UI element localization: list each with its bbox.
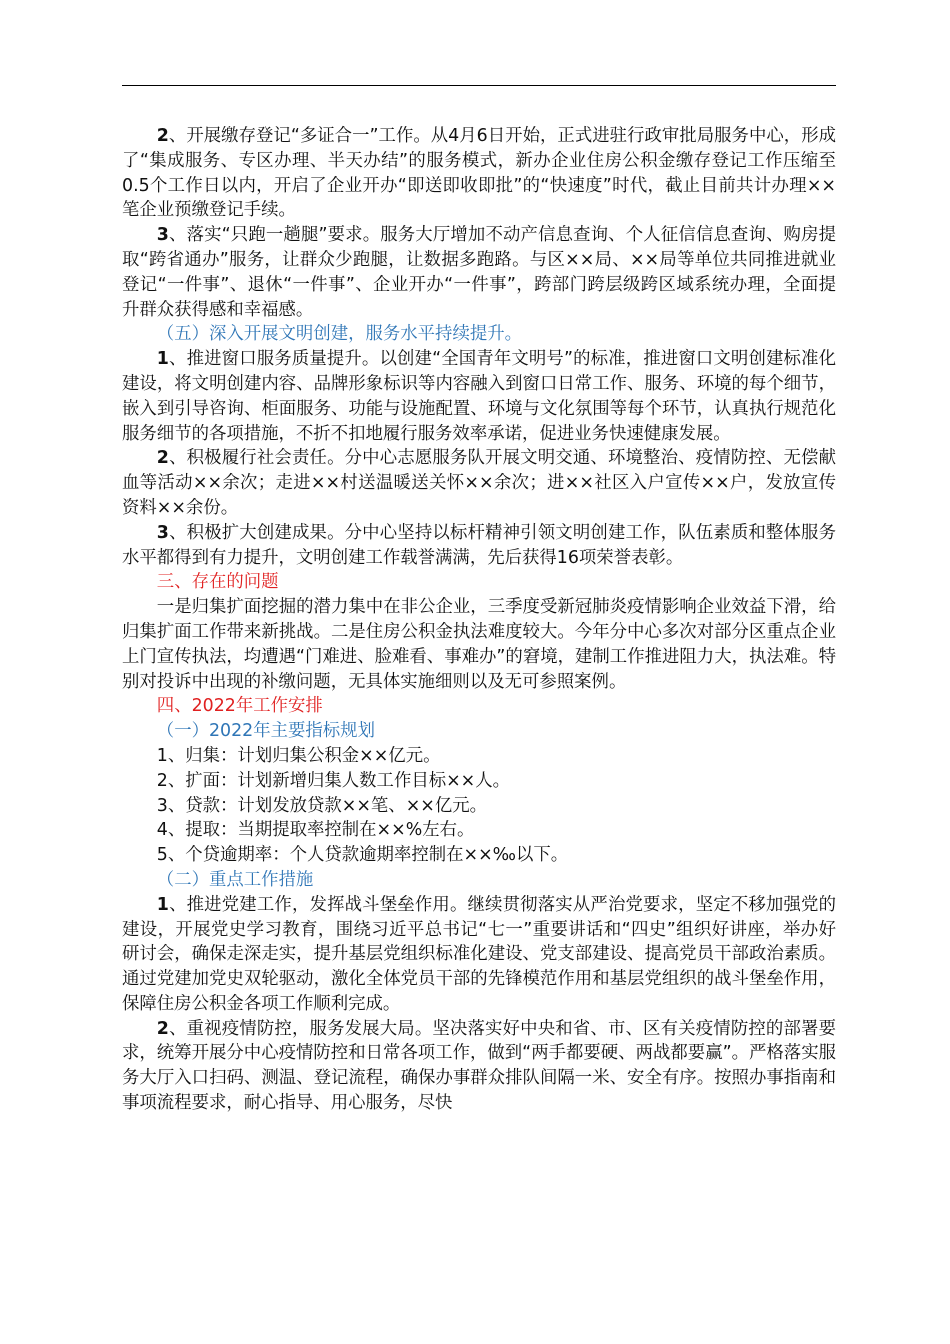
body-paragraph: [122, 818, 836, 843]
paragraph-text: 四、2022年工作安排: [156, 696, 323, 717]
body-paragraph: [122, 446, 836, 520]
paragraph-text: 4、提取：当期提取率控制在××%左右。: [156, 820, 475, 841]
body-paragraph: [122, 1017, 836, 1116]
section-heading: [122, 694, 836, 719]
body-paragraph: [122, 521, 836, 571]
body-paragraph: [122, 893, 836, 1017]
paragraph-text: 、开展缴存登记“多证合一”工作。从4月6日开始，正式进驻行政审批局服务中心，形成了“集成服务、专区办理、半天办结”的服务模式，新办企业住房公积金缴存登记工作压缩至0.5个工作日以内，开启了企业开办“即送即收即批”的“快速度”时代，截止目前共计办理××笔企业预缴登记手续。: [122, 126, 836, 221]
item-number: 2: [156, 1018, 169, 1039]
paragraph-text: 1、归集：计划归集公积金××亿元。: [156, 745, 441, 766]
paragraph-text: 3、贷款：计划发放贷款××笔、××亿元。: [156, 795, 488, 816]
subsection-heading: [122, 719, 836, 744]
paragraph-text: （一）2022年主要指标规划: [156, 721, 375, 742]
body-paragraph: [122, 223, 836, 322]
item-number: 1: [156, 894, 169, 915]
paragraph-text: 、推进党建工作，发挥战斗堡垒作用。继续贯彻落实从严治党要求，坚定不移加强党的建设，开展党史学习教育，围绕习近平总书记“七一”重要讲话和“四史”组织好讲座，举办好研讨会，确保走深走实，提升基层党组织标准化建设、党支部建设、提高党员干部政治素质。通过党建加党史双轮驱动，激化全体党员干部的先锋模范作用和基层党组织的战斗堡垒作用，保障住房公积金各项工作顺利完成。: [122, 894, 836, 1014]
item-number: 3: [156, 522, 169, 543]
paragraph-text: 、重视疫情防控，服务发展大局。坚决落实好中央和省、市、区有关疫情防控的部署要求，统筹开展分中心疫情防控和日常各项工作，做到“两手都要硬、两战都要赢”。严格落实服务大厅入口扫码、测温、登记流程，确保办事群众排队间隔一米、安全有序。按照办事指南和事项流程要求，耐心指导、用心服务，尽快: [122, 1018, 836, 1114]
subsection-heading: [122, 868, 836, 893]
item-number: 1: [156, 349, 169, 370]
paragraph-text: （二）重点工作措施: [156, 869, 314, 890]
item-number: 3: [156, 225, 169, 246]
document-body: [122, 124, 836, 1116]
body-paragraph: [122, 744, 836, 769]
header-rule: [122, 85, 836, 86]
body-paragraph: [122, 843, 836, 868]
paragraph-text: 、落实“只跑一趟腿”要求。服务大厅增加不动产信息查询、个人征信信息查询、购房提取“跨省通办”服务，让群众少跑腿，让数据多跑路。与区××局、××局等单位共同推进就业登记“一件事”、退休“一件事”、企业开办“一件事”，跨部门跨层级跨区域系统办理，全面提升群众获得感和幸福感。: [122, 225, 836, 320]
body-paragraph: [122, 347, 836, 446]
section-heading: [122, 570, 836, 595]
item-number: 2: [156, 448, 169, 469]
paragraph-text: 、推进窗口服务质量提升。以创建“全国青年文明号”的标准，推进窗口文明创建标准化建设，将文明创建内容、品牌形象标识等内容融入到窗口日常工作、服务、环境的每个细节，嵌入到引导咨询、柜面服务、功能与设施配置、环境与文化氛围等每个环节，认真执行规范化服务细节的各项措施，不折不扣地履行服务效率承诺，促进业务快速健康发展。: [122, 349, 836, 444]
body-paragraph: [122, 794, 836, 819]
body-paragraph: [122, 595, 836, 694]
subsection-heading: [122, 322, 836, 347]
body-paragraph: [122, 769, 836, 794]
item-number: 2: [156, 126, 169, 146]
paragraph-text: 、积极履行社会责任。分中心志愿服务队开展文明交通、环境整治、疫情防控、无偿献血等活动××余次；走进××村送温暖送关怀××余次；进××社区入户宣传××户，发放宣传资料××余份。: [122, 448, 836, 518]
body-paragraph: [122, 124, 836, 223]
paragraph-text: 、积极扩大创建成果。分中心坚持以标杆精神引领文明创建工作，队伍素质和整体服务水平都得到有力提升，文明创建工作载誉满满，先后获得16项荣誉表彰。: [122, 522, 836, 568]
paragraph-text: 一是归集扩面挖掘的潜力集中在非公企业，三季度受新冠肺炎疫情影响企业效益下滑，给归集扩面工作带来新挑战。二是住房公积金执法难度较大。今年分中心多次对部分区重点企业上门宣传执法，均遭遇“门难进、脸难看、事难办”的窘境，建制工作推进阻力大，执法难。特别对投诉中出现的补缴问题，无具体实施细则以及无可参照案例。: [122, 597, 836, 692]
paragraph-text: 5、个贷逾期率：个人贷款逾期率控制在××‰以下。: [156, 845, 569, 866]
paragraph-text: 三、存在的问题: [156, 572, 279, 593]
paragraph-text: （五）深入开展文明创建，服务水平持续提升。: [156, 324, 523, 345]
paragraph-text: 2、扩面：计划新增归集人数工作目标××人。: [156, 770, 511, 791]
